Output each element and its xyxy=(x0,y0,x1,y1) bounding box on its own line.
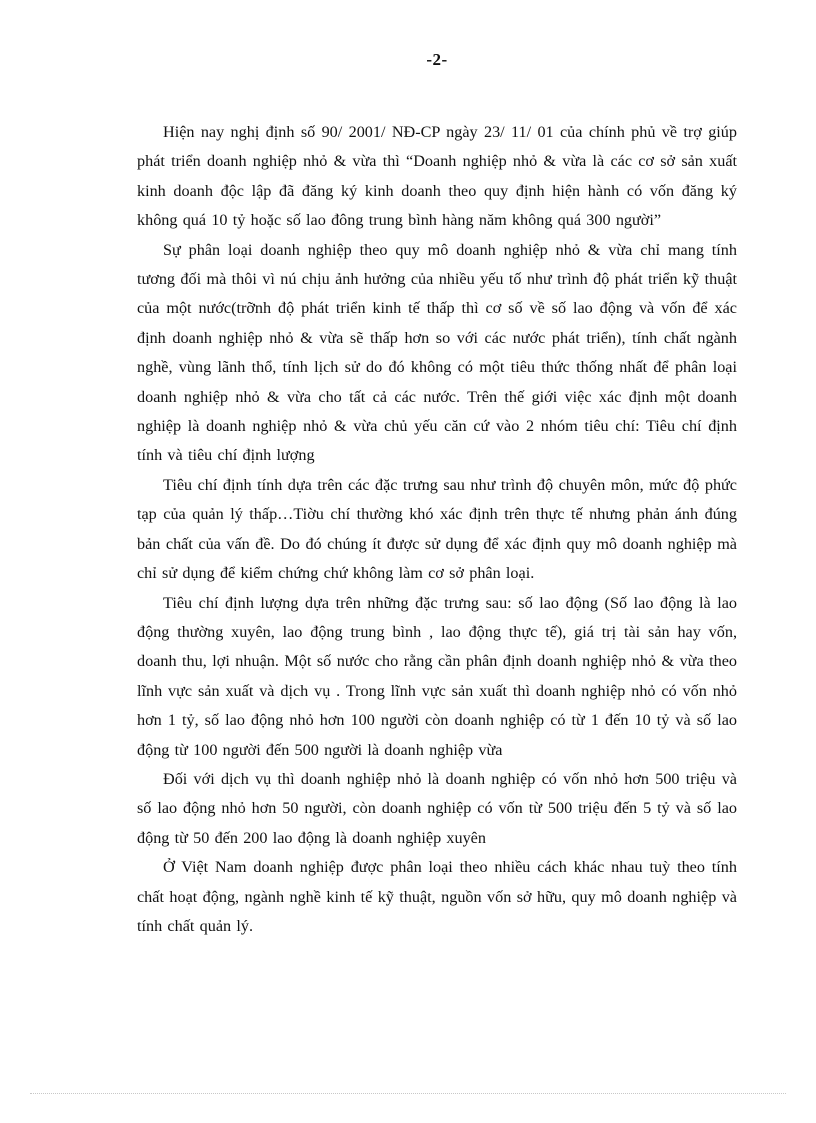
paragraph-legal-definition: Hiện nay nghị định số 90/ 2001/ NĐ-CP ngày 23/ 11/ 01 của chính phủ về trợ giúp phát triển doanh nghiệp nhỏ & vừa thì “Doanh nghiệp nhỏ & vừa là các cơ sở sản xuất kinh doanh độc lập đã đăng ký kinh doanh theo quy định hiện hành có vốn đăng ký không quá 10 tỷ hoặc số lao đông trung bình hàng năm không quá 300 người” xyxy=(137,123,737,230)
paragraph-vietnam-classification: Ở Việt Nam doanh nghiệp được phân loại theo nhiều cách khác nhau tuỳ theo tính chất hoạt động, ngành nghề kinh tế kỹ thuật, nguồn vốn sở hữu, quy mô doanh nghiệp và tính chất quản lý. xyxy=(137,858,737,935)
paragraph-quantitative-criteria: Tiêu chí định lượng dựa trên những đặc trưng sau: số lao động (Số lao động là lao động thường xuyên, lao động trung bình , lao động thực tế), giá trị tài sản hay vốn, doanh thu, lợi nhuận. Một số nước cho rằng cần phân định doanh nghiệp nhỏ & vừa theo lĩnh vực sản xuất và dịch vụ . Trong lĩnh vực sản xuất thì doanh nghiệp nhỏ có vốn nhỏ hơn 1 tỷ, số lao động nhỏ hơn 100 người còn doanh nghiệp có từ 1 đến 10 tỷ và số lao động từ 100 người đến 500 người là doanh nghiệp vừa xyxy=(137,593,737,759)
paragraph-service-sector: Đối với dịch vụ thì doanh nghiệp nhỏ là doanh nghiệp có vốn nhỏ hơn 500 triệu và số lao động nhỏ hơn 50 người, còn doanh nghiệp có vốn từ 500 triệu đến 5 tỷ và số lao động từ 50 đến 200 lao động là doanh nghiệp xuyên xyxy=(137,769,737,847)
paragraph-qualitative-criteria: Tiêu chí định tính dựa trên các đặc trưng sau như trình độ chuyên môn, mức độ phức tạp của quản lý thấp…Tiờu chí thường khó xác định trên thực tế nhưng phản ánh đúng bản chất của vấn đề. Do đó chúng ít được sử dụng để xác định quy mô doanh nghiệp mà chỉ sử dụng để kiểm chứng chứ không làm cơ sở phân loại. xyxy=(137,475,737,583)
paragraph-classification-relativity: Sự phân loại doanh nghiệp theo quy mô doanh nghiệp nhỏ & vừa chỉ mang tính tương đối mà thôi vì nú chịu ảnh hưởng của nhiều yếu tố như trình độ phát triển kỹ thuật của một nước(trỡnh độ phát triển kinh tế thấp thì cơ số về số lao động và vốn để xác định doanh nghiệp nhỏ & vừa sẽ thấp hơn so với các nước phát triển), tính chất ngành nghề, vùng lãnh thổ, tính lịch sử do đó không có một tiêu thức thống nhất để phân loại doanh nghiệp nhỏ & vừa cho tất cả các nước. Trên thế giới việc xác định một doanh nghiệp là doanh nghiệp nhỏ & vừa chủ yếu căn cứ vào 2 nhóm tiêu chí: Tiêu chí định tính và tiêu chí định lượng xyxy=(137,240,737,465)
page-bottom-divider xyxy=(30,1093,786,1094)
page-number: -2- xyxy=(426,50,448,69)
